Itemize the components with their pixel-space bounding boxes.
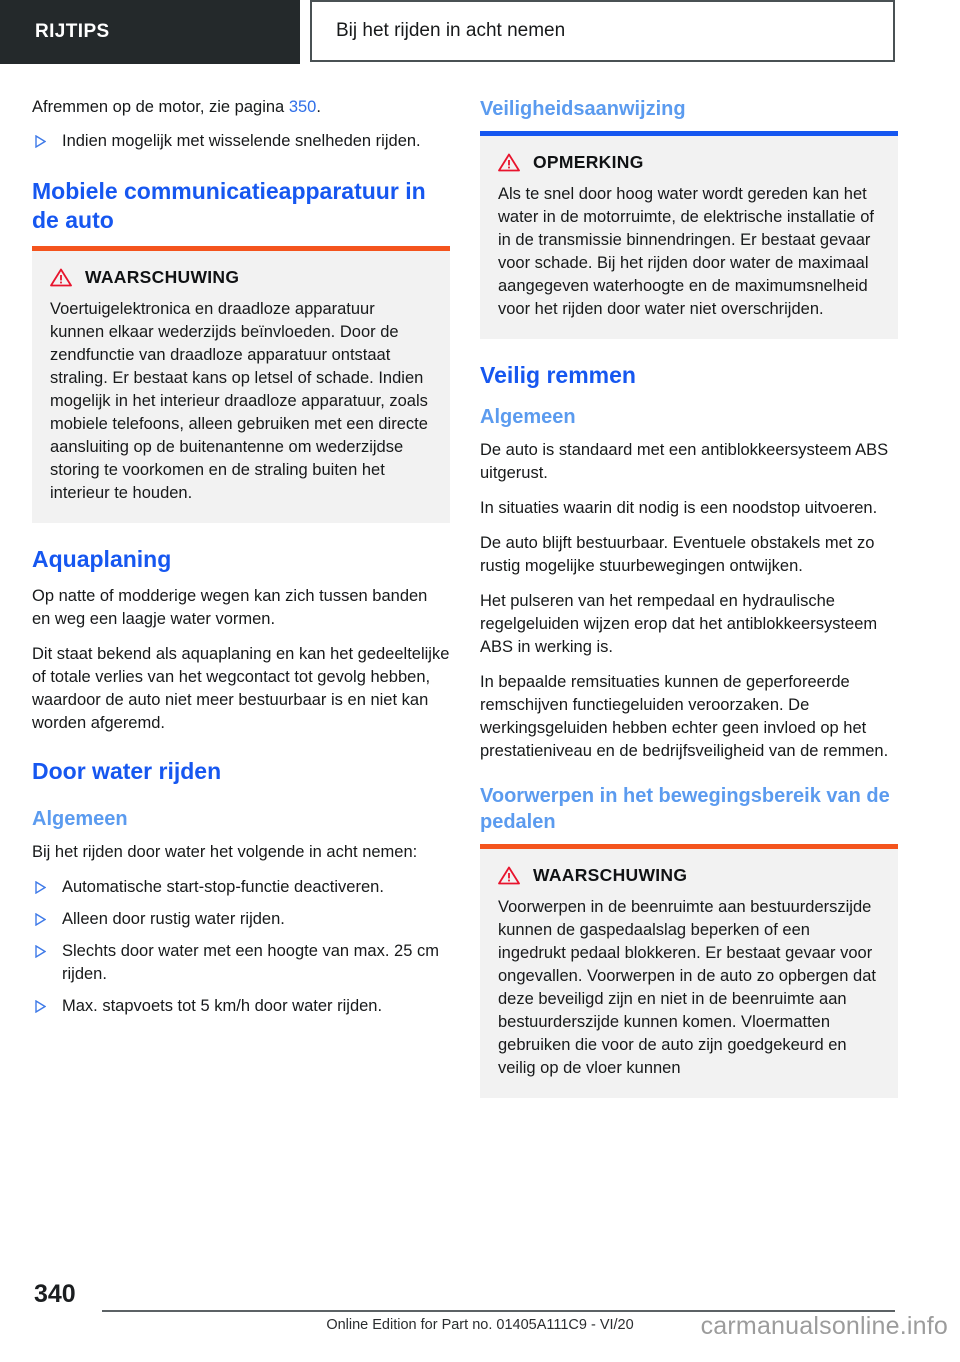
callout-body-text: Voertuigelektronica en draadloze apparatuur kunnen elkaar wederzijds beïnvloeden. Door de zendfunctie van draadloze apparatuur ontstaat straling. Er bestaat kans op letsel of schade. Indien mogelijk in het interieur draadloze apparatuur, zoals mobiele telefoons, alleen gebruiken met een directe aansluiting op de buitenantenne om wederzijdse storing te voorkomen en de straling buiten het interieur te houden. [50, 300, 428, 502]
page-reference-link[interactable]: 350 [288, 98, 317, 116]
remmen-paragraph-5: In bepaalde remsituaties kunnen de geperforeerde remschijven functiegeluiden veroorzaken. De werkingsgeluiden hebben echter geen invloed op het prestatieniveau en de bedrijfsveiligheid van de remmen. [480, 673, 889, 760]
list-item [32, 940, 450, 986]
remmen-paragraph-3: De auto blijft bestuurbaar. Eventuele obstakels met zo rustig mogelijke stuurbewegingen ontwijken. [480, 534, 875, 575]
triangle-bullet-icon [35, 945, 46, 958]
callout-label: OPMERKING [533, 152, 644, 172]
callout-header [498, 152, 880, 173]
right-column [480, 96, 898, 1108]
page-header [0, 0, 960, 66]
intro-text-prefix: Afremmen op de motor, zie pagina [32, 98, 289, 116]
notice-callout-water [480, 131, 898, 339]
remmen-paragraph-4: Het pulseren van het rempedaal en hydraulische regelgeluiden wijzen erop dat het antiblokkeersysteem ABS in werking is. [480, 592, 878, 656]
heading-mobiele-communicatie: Mobiele communicatieapparatuur in de auto [32, 178, 426, 233]
triangle-bullet-icon [35, 881, 46, 894]
page-title-box [310, 0, 895, 62]
triangle-bullet-icon [35, 913, 46, 926]
list-item-label: Indien mogelijk met wisselende snelheden rijden. [62, 132, 421, 150]
list-item [32, 995, 450, 1018]
callout-header [498, 865, 880, 886]
heading-veilig-remmen: Veilig remmen [480, 362, 636, 388]
intro-bullet-list [32, 130, 450, 153]
callout-body-text: Als te snel door hoog water wordt gereden kan het water in de motorruimte, de elektrische installatie of in de transmissie binnendringen. Er bestaat gevaar voor schade. Bij het rijden door water de maximaal aangegeven waterhoogte en de maximumsnelheid voor het rijden door water niet overschrijden. [498, 185, 875, 318]
callout-label: WAARSCHUWING [85, 267, 240, 287]
heading-door-water-rijden: Door water rijden [32, 758, 222, 784]
list-item-label: Slechts door water met een hoogte van max. 25 cm rijden. [62, 942, 439, 983]
aquaplaning-paragraph-2: Dit staat bekend als aquaplaning en kan het gedeeltelijke of totale verlies van het wegcontact tot gevolg hebben, waardoor de auto niet meer bestuurbaar is en niet kan worden afgeremd. [32, 645, 450, 732]
warning-triangle-icon [50, 268, 72, 287]
site-watermark: carmanualsonline.info [700, 1312, 948, 1340]
list-item [32, 130, 450, 153]
intro-paragraph [32, 96, 450, 119]
heading-aquaplaning: Aquaplaning [32, 546, 172, 572]
list-item-label: Alleen door rustig water rijden. [62, 910, 285, 928]
heading-algemeen-left: Algemeen [32, 808, 128, 830]
page-number: 340 [34, 1280, 76, 1308]
callout-body-text: Voorwerpen in de beenruimte aan bestuurderszijde kunnen de gaspedaalslag beperken of een ingedrukt pedaal blokkeren. Er bestaat gevaar voor ongevallen. Voorwerpen in de auto zo opbergen dat deze beveiligd zijn en niet in de beenruimte aan bestuurderszijde kunnen komen. Vloermatten gebruiken die voor de auto zijn goedgekeurd en veilig op de vloer kunnen [498, 898, 876, 1077]
list-item [32, 876, 450, 899]
intro-text-suffix: . [316, 98, 321, 116]
aquaplaning-paragraph-1: Op natte of modderige wegen kan zich tussen banden en weg een laagje water vormen. [32, 587, 428, 628]
list-item [32, 908, 450, 931]
page-footer [0, 1270, 960, 1362]
page-title: Bij het rijden in acht nemen [336, 20, 566, 41]
remmen-paragraph-1: De auto is standaard met een antiblokkeersysteem ABS uitgerust. [480, 441, 889, 482]
triangle-bullet-icon [35, 1000, 46, 1013]
algemeen-bullet-list [32, 876, 450, 1018]
section-tag-block [0, 0, 300, 64]
list-item-label: Max. stapvoets tot 5 km/h door water rijden. [62, 997, 383, 1015]
heading-veiligheidsaanwijzing: Veiligheidsaanwijzing [480, 98, 686, 120]
warning-callout-pedalen [480, 844, 898, 1098]
callout-header [50, 267, 432, 288]
remmen-paragraph-2: In situaties waarin dit nodig is een noodstop uitvoeren. [480, 499, 878, 517]
callout-label: WAARSCHUWING [533, 865, 688, 885]
list-item-label: Automatische start-stop-functie deactiveren. [62, 878, 384, 896]
left-column [32, 96, 450, 1027]
warning-triangle-icon [498, 153, 520, 172]
edition-note: Online Edition for Part no. 01405A111C9 - VI/20 [326, 1317, 634, 1333]
heading-algemeen-right: Algemeen [480, 406, 576, 428]
warning-callout-mobile [32, 246, 450, 523]
section-tag-label: RIJTIPS [35, 21, 110, 42]
algemeen-intro-paragraph: Bij het rijden door water het volgende in acht nemen: [32, 843, 418, 861]
heading-voorwerpen-pedalen: Voorwerpen in het bewegingsbereik van de pedalen [480, 785, 890, 833]
warning-triangle-icon [498, 866, 520, 885]
triangle-bullet-icon [35, 135, 46, 148]
